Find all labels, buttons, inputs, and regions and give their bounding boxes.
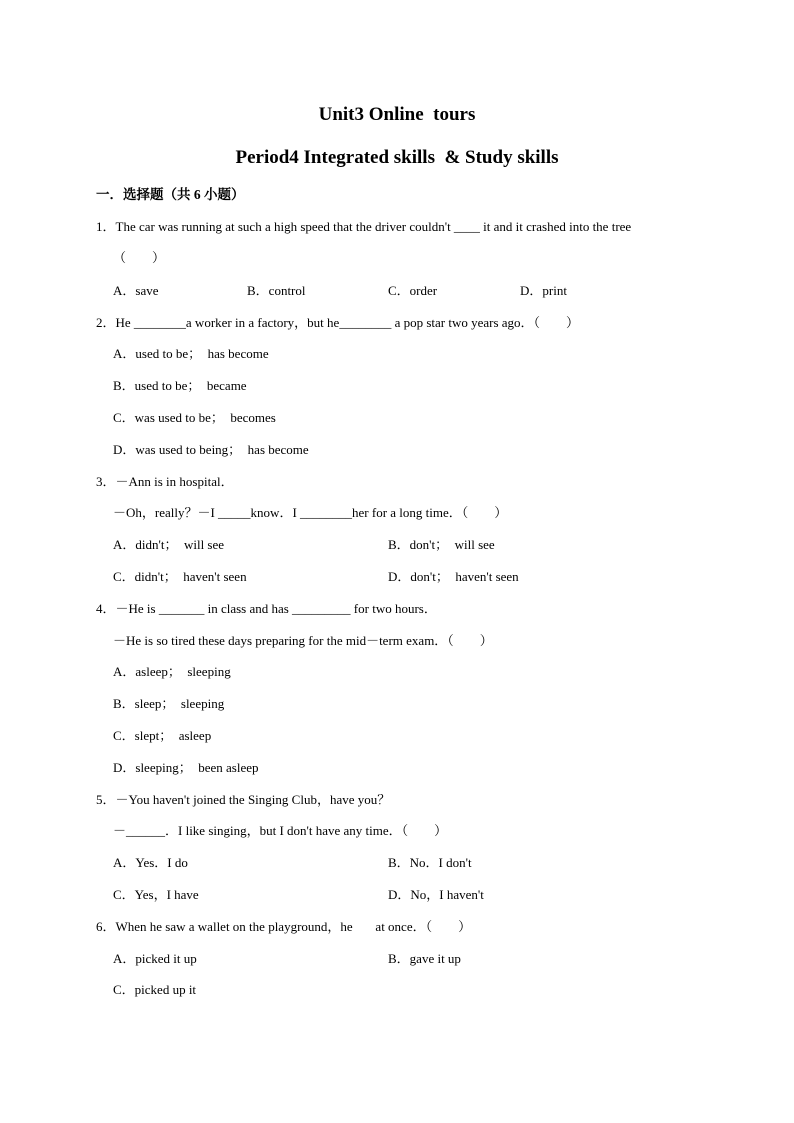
question-1-stem: 1．The car was running at such a high speed that the driver couldn't ____ it and it crashed into the tree — [96, 219, 632, 234]
page-title: Unit3 Online tours — [318, 104, 476, 125]
question-4-stem: 4．－He is _______ in class and has _________ for two hours． — [96, 601, 437, 616]
page-subtitle: Period4 Integrated skills & Study skills — [235, 147, 559, 168]
question-3-stem-continued: －Oh，really？－I _____know．I ________her for a long time．（ ） — [113, 505, 508, 520]
question-6-option-a[interactable]: A．picked it up — [113, 951, 197, 966]
question-1-option-d[interactable]: D．print — [520, 283, 567, 298]
question-2-option-d[interactable]: D．was used to being； has become — [113, 442, 309, 457]
question-6-stem: 6．When he saw a wallet on the playground，he at once．（ ） — [96, 919, 472, 934]
question-3-option-a[interactable]: A．didn't； will see — [113, 537, 225, 552]
question-5-stem-continued: －______．I like singing，but I don't have any time．（ ） — [113, 823, 448, 838]
question-5-option-d[interactable]: D．No，I haven't — [388, 887, 484, 902]
question-4-option-b[interactable]: B．sleep； sleeping — [113, 696, 225, 711]
question-3-stem: 3．－Ann is in hospital． — [96, 474, 234, 489]
question-2-stem: 2．He ________a worker in a factory，but he________ a pop star two years ago．（ ） — [96, 315, 580, 330]
question-6-option-c[interactable]: C．picked up it — [113, 982, 197, 997]
question-5-stem: 5．－You haven't joined the Singing Club，have you？ — [96, 792, 391, 807]
question-3-option-c[interactable]: C．didn't； haven't seen — [113, 569, 247, 584]
section-heading: 一．选择题（共 6 小题） — [96, 187, 245, 202]
question-4-option-a[interactable]: A．asleep； sleeping — [113, 664, 231, 679]
question-3-option-b[interactable]: B．don't； will see — [388, 537, 495, 552]
question-1-answer-bracket: （ ） — [113, 250, 166, 265]
question-4-option-c[interactable]: C．slept； asleep — [113, 728, 212, 743]
question-1-option-a[interactable]: A．save — [113, 283, 159, 298]
question-4-stem-continued: －He is so tired these days preparing for the mid－term exam．（ ） — [113, 633, 493, 648]
question-1-option-c[interactable]: C．order — [388, 283, 438, 298]
question-2-option-b[interactable]: B．used to be； became — [113, 378, 247, 393]
question-2-option-c[interactable]: C．was used to be； becomes — [113, 410, 276, 425]
question-3-option-d[interactable]: D．don't； haven't seen — [388, 569, 519, 584]
question-5-option-c[interactable]: C．Yes，I have — [113, 887, 199, 902]
question-1-option-b[interactable]: B．control — [247, 283, 306, 298]
question-4-option-d[interactable]: D．sleeping； been asleep — [113, 760, 259, 775]
question-2-option-a[interactable]: A．used to be； has become — [113, 346, 269, 361]
question-6-option-b[interactable]: B．gave it up — [388, 951, 461, 966]
question-5-option-a[interactable]: A．Yes．I do — [113, 855, 188, 870]
question-5-option-b[interactable]: B．No．I don't — [388, 855, 472, 870]
